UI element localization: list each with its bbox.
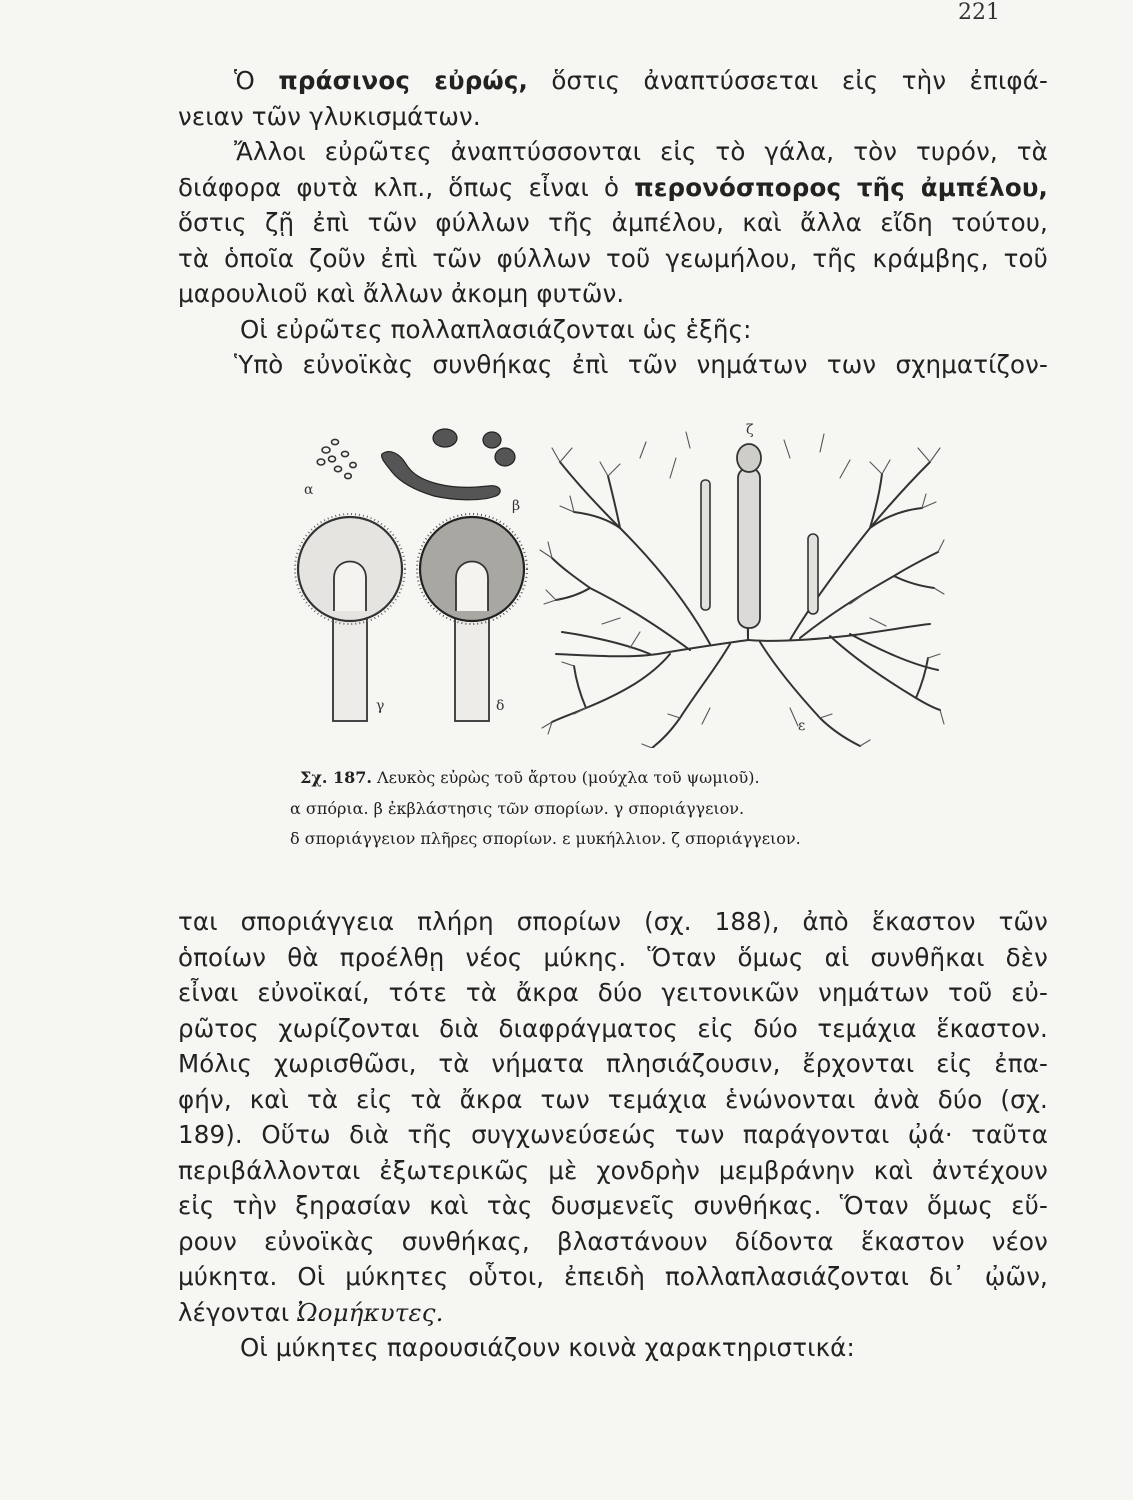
label-gamma: γ (376, 698, 385, 714)
intro-line-8: Οἱ εὐρῶτες πολλαπλασιάζονται ὡς ἑξῆς: (240, 314, 752, 344)
body-line-8: περιβάλλονται ἐξωτερικῶς μὲ χονδρὴν μεμβράνην καὶ ἀντέχουν (178, 1155, 1048, 1185)
intro-line-6: τὰ ὁποῖα ζοῦν ἐπὶ τῶν φύλλων τοῦ γεωμήλου, τῆς κράμβης, τοῦ (178, 243, 1048, 273)
sporangiophores (701, 444, 818, 628)
caption-line-3: δ σποριάγγειον πλῆρες σπορίων. ε μυκήλλιον. ζ σποριάγγειον. (290, 829, 801, 848)
sporangium-gamma (295, 514, 405, 721)
label-beta: β (512, 498, 521, 514)
intro-line-5: ὅστις ζῇ ἐπὶ τῶν φύλλων τῆς ἀμπέλου, καὶ ἄλλα εἴδη τούτου, (178, 208, 1048, 237)
intro-line-3: Ἄλλοι εὐρῶτες ἀναπτύσσονται εἰς τὸ γάλα, τὸν τυρόν, τὰ (234, 137, 1048, 166)
body-line-6: φήν, καὶ τὰ εἰς τὰ ἄκρα των τεμάχια ἑνώνονται ἀνὰ δύο (σχ. (178, 1084, 1048, 1114)
intro-line-9: Ὑπὸ εὐνοϊκὰς συνθήκας ἐπὶ τῶν νημάτων των σχηματίζον- (234, 350, 1048, 379)
label-epsilon: ε (798, 718, 806, 734)
intro-line-4: διάφορα φυτὰ κλπ., ὅπως εἶναι ὁ περονόσπορος τῆς ἀμπέλου, (178, 172, 1048, 202)
body-line-7: 189). Οὕτω διὰ τῆς συγχωνεύσεώς των παράγονται ᾠά· ταῦτα (178, 1120, 1048, 1149)
body-line-5: Μόλις χωρισθῶσι, τὰ νήματα πλησιάζουσιν, ἔρχονται εἰς ἐπα- (178, 1049, 1048, 1078)
term-green-mold: πράσινος εὐρώς, (278, 66, 528, 95)
body-paragraphs (178, 904, 1048, 1366)
intro-line-1: Ὁ πράσινος εὐρώς, ὅστις ἀναπτύσσεται εἰς τὴν ἐπιφά- (234, 66, 1048, 95)
spores (317, 439, 356, 478)
caption-line-2: α σπόρια. β ἐκβλάστησις τῶν σπορίων. γ σποριάγγειον. (290, 799, 745, 818)
body-line-3: εἶναι εὐνοϊκαί, τότε τὰ ἄκρα δύο γειτονικῶν νημάτων τοῦ εὐ- (178, 978, 1048, 1007)
body-line-9: εἰς τὴν ξηρασίαν καὶ τὰς δυσμενεῖς συνθήκας. Ὅταν ὅμως εὕ- (178, 1191, 1048, 1220)
intro-line-7: μαρουλιοῦ καὶ ἄλλων ἀκομη φυτῶν. (178, 279, 625, 308)
body-line-11: μύκητα. Οἱ μύκητες οὗτοι, ἐπειδὴ πολλαπλασιάζονται δι᾽ ᾠῶν, (178, 1262, 1048, 1291)
page-number: 221 (958, 0, 1000, 25)
label-delta: δ (496, 698, 505, 714)
mold-illustration (290, 418, 945, 748)
label-alpha: α (304, 482, 314, 498)
term-downy-mildew: περονόσπορος τῆς ἀμπέλου, (634, 172, 1048, 202)
intro-line-2: νειαν τῶν γλυκισμάτων. (178, 101, 481, 131)
label-zeta: ζ (746, 422, 754, 438)
body-line-13: Οἱ μύκητες παρουσιάζουν κοινὰ χαρακτηριστικά: (240, 1333, 855, 1362)
caption-title: Σχ. 187. Λευκὸς εὐρὼς τοῦ ἄρτου (μούχλα τοῦ ψωμιοῦ). (300, 768, 760, 787)
intro-paragraphs (178, 63, 1048, 383)
body-line-4: ρῶτος χωρίζονται διὰ διαφράγματος εἰς δύο τεμάχια ἕκαστον. (178, 1013, 1048, 1043)
body-line-12: λέγονται Ὠομήκυτες. (178, 1297, 444, 1327)
term-oomycetes: Ὠομήκυτες. (297, 1297, 444, 1327)
sporangium-delta (417, 514, 527, 721)
germinating-spores (382, 429, 515, 500)
body-line-10: ρουν εὐνοϊκὰς συνθήκας, βλαστάνουν δίδοντα ἕκαστον νέον (178, 1226, 1048, 1256)
body-line-2: ὁποίων θὰ προέλθῃ νέος μύκης. Ὅταν ὅμως αἱ συνθῆκαι δὲν (178, 942, 1048, 972)
body-line-1: ται σποριάγγεια πλήρη σπορίων (σχ. 188), ἀπὸ ἕκαστον τῶν (178, 907, 1048, 936)
